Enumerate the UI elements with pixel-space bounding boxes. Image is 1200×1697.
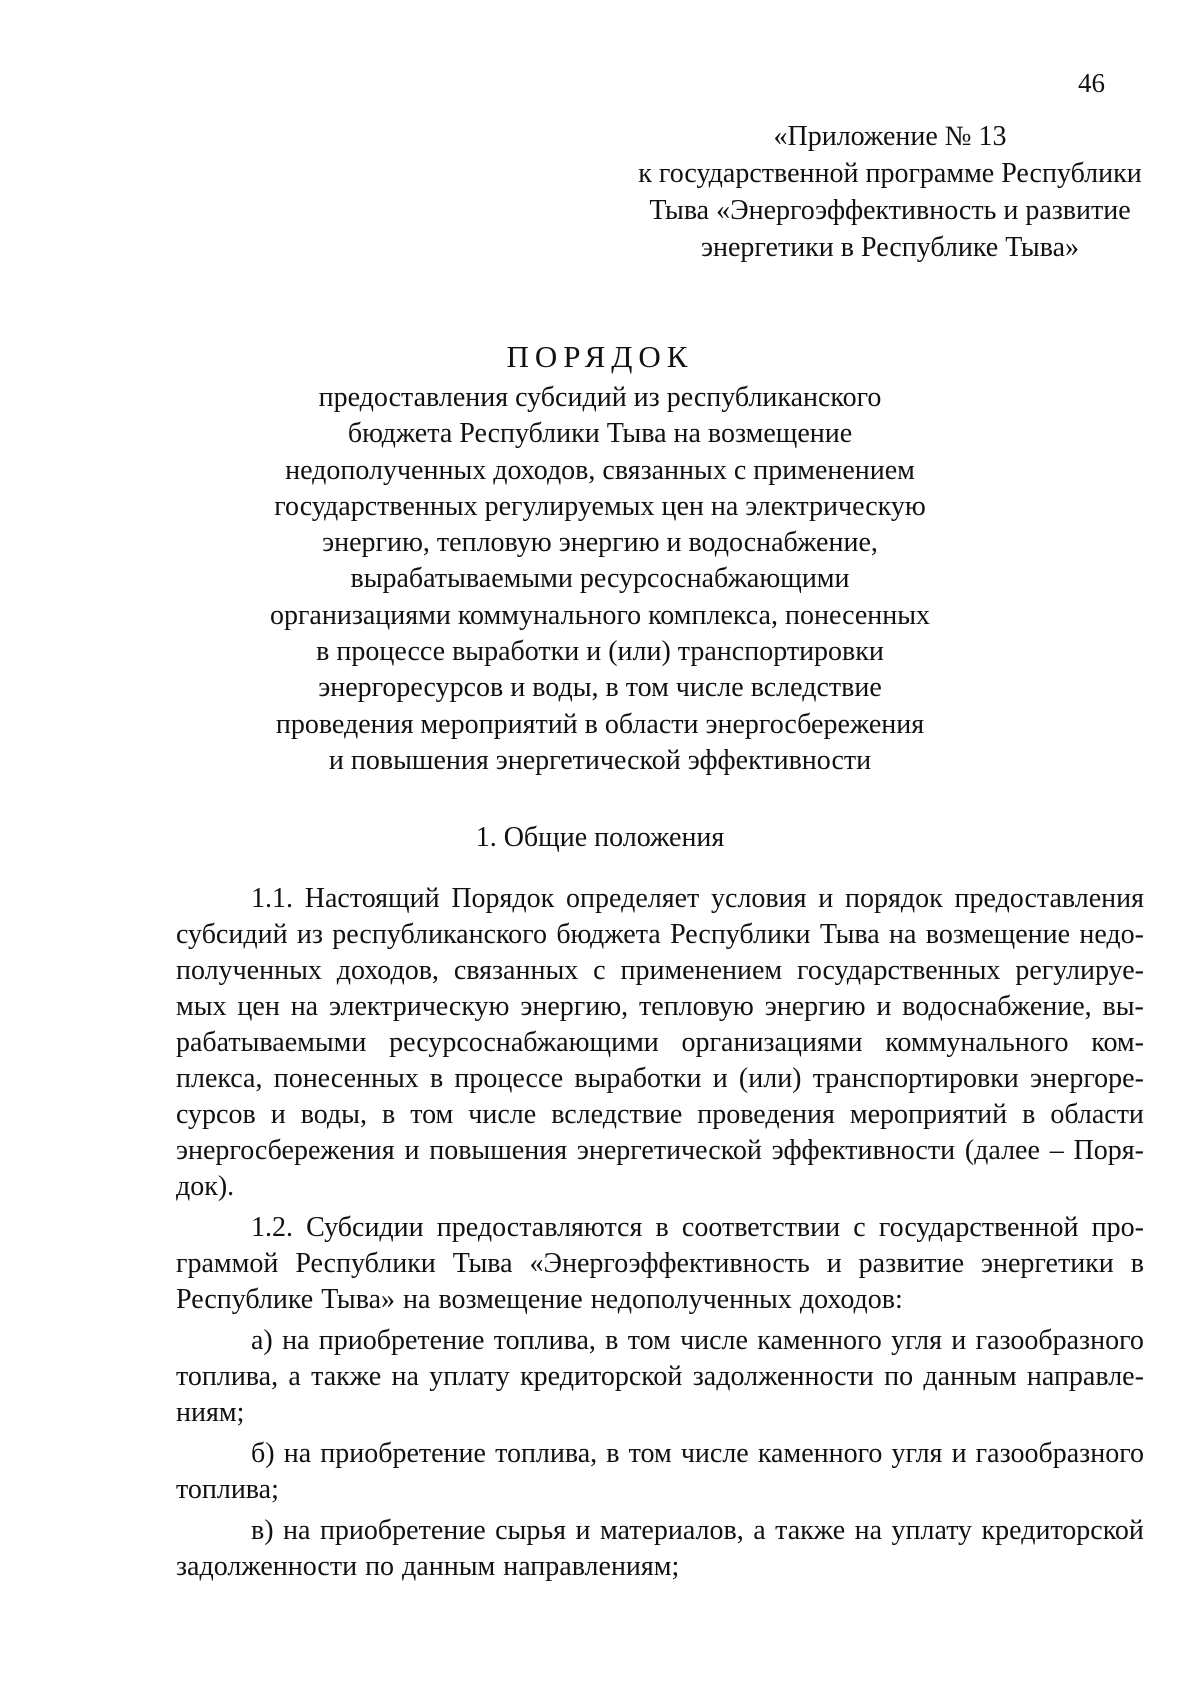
word: связанных bbox=[453, 955, 579, 986]
word: Республики bbox=[295, 1248, 436, 1279]
subtitle-line: бюджета Республики Тыва на возмещение bbox=[347, 418, 853, 450]
paragraph-line bbox=[176, 953, 1144, 989]
word: энергоре- bbox=[1029, 1063, 1144, 1094]
word: соответствии bbox=[681, 1212, 841, 1243]
word: ресурсоснабжающими bbox=[389, 1027, 659, 1058]
body-text bbox=[176, 881, 1144, 1585]
word: задолженности bbox=[692, 1361, 874, 1392]
word: уплату bbox=[429, 1361, 510, 1392]
paragraph-line bbox=[176, 1097, 1144, 1133]
word: Поря- bbox=[1073, 1135, 1144, 1166]
word: топлива, bbox=[493, 1325, 596, 1356]
paragraph-line bbox=[176, 1472, 1144, 1508]
word: повышения bbox=[429, 1135, 568, 1166]
appendix-line: Тыва «Энергоэффективность и развитие bbox=[649, 195, 1131, 226]
word: коммунального bbox=[885, 1027, 1069, 1058]
word: водоснабжение, bbox=[902, 991, 1092, 1022]
word: регулируе- bbox=[1015, 955, 1144, 986]
word: на bbox=[283, 1438, 312, 1469]
appendix-line: «Приложение № 13 bbox=[773, 121, 1007, 152]
word: Тыва» bbox=[321, 1284, 396, 1315]
word: числе bbox=[680, 1438, 749, 1469]
word: на bbox=[854, 1515, 883, 1546]
word: эффективности bbox=[771, 1135, 956, 1166]
paragraph-line bbox=[176, 917, 1144, 953]
word: задолженности bbox=[176, 1551, 358, 1582]
word: также bbox=[775, 1515, 846, 1546]
word: также bbox=[311, 1361, 382, 1392]
word: и bbox=[575, 1515, 591, 1546]
word: б) bbox=[251, 1438, 275, 1469]
word: а) bbox=[251, 1325, 273, 1356]
word: возмещение bbox=[925, 919, 1071, 950]
word: Республике bbox=[176, 1284, 314, 1315]
word: развитие bbox=[858, 1248, 965, 1279]
word: транспортировки bbox=[812, 1063, 1019, 1094]
word: топлива; bbox=[176, 1474, 279, 1505]
word: газообразного bbox=[975, 1438, 1144, 1469]
word: рабатываемыми bbox=[176, 1027, 367, 1058]
word: том bbox=[627, 1325, 671, 1356]
word: порядок bbox=[844, 883, 943, 914]
word: «Энергоэффективность bbox=[529, 1248, 810, 1279]
word: направле- bbox=[1026, 1361, 1144, 1392]
word: государственных bbox=[797, 955, 1001, 986]
word: в bbox=[655, 1212, 669, 1243]
word: вследствие bbox=[551, 1099, 683, 1130]
paragraph-line bbox=[176, 1359, 1144, 1395]
word: по bbox=[884, 1361, 914, 1392]
word: – bbox=[1049, 1135, 1064, 1166]
word: недополученных bbox=[590, 1284, 792, 1315]
word: в bbox=[381, 1099, 396, 1130]
word: субсидий bbox=[176, 919, 288, 950]
word: на bbox=[403, 1284, 431, 1315]
word: и bbox=[826, 1248, 842, 1279]
subtitle-line: энергию, тепловую энергию и водоснабжение, bbox=[322, 527, 878, 559]
word: энергетической bbox=[576, 1135, 762, 1166]
word: в bbox=[605, 1325, 619, 1356]
word: организациями bbox=[681, 1027, 863, 1058]
word: вы- bbox=[1102, 991, 1144, 1022]
paragraph-line bbox=[176, 1133, 1144, 1169]
paragraph-line bbox=[176, 1436, 1144, 1472]
paragraph-line bbox=[176, 1282, 1144, 1318]
word: полученных bbox=[176, 955, 322, 986]
word: доходов, bbox=[336, 955, 439, 986]
word: понесенных bbox=[273, 1063, 419, 1094]
word: и bbox=[818, 883, 834, 914]
document-subtitle bbox=[240, 380, 960, 779]
subtitle-line: предоставления субсидий из республиканского bbox=[318, 382, 882, 413]
subtitle-line: организациями коммунального комплекса, понесенных bbox=[269, 599, 931, 631]
word: выработки bbox=[574, 1063, 702, 1094]
word: в) bbox=[251, 1515, 274, 1546]
word: области bbox=[1050, 1099, 1144, 1130]
word: на bbox=[290, 991, 319, 1022]
word: кредиторской bbox=[981, 1515, 1144, 1546]
word: недо- bbox=[1079, 919, 1144, 950]
word: предоставляются bbox=[436, 1212, 643, 1243]
subtitle-line: энергоресурсов и воды, в том числе вследствие bbox=[318, 672, 882, 704]
word: (или) bbox=[738, 1063, 802, 1094]
word: а bbox=[288, 1361, 301, 1392]
paragraph-line bbox=[176, 1513, 1144, 1549]
word: в bbox=[1022, 1099, 1036, 1130]
subtitle-line: недополученных доходов, связанных с применением bbox=[285, 454, 915, 486]
word: с bbox=[853, 1212, 866, 1243]
word: цен bbox=[237, 991, 280, 1022]
word: 1.1. bbox=[251, 883, 293, 914]
subtitle-line: и повышения энергетической эффективности bbox=[328, 744, 872, 776]
word: на bbox=[391, 1361, 419, 1392]
paragraph-line bbox=[176, 1549, 1144, 1585]
paragraph-line bbox=[176, 881, 1144, 917]
word: бюджета bbox=[556, 919, 661, 950]
word: том bbox=[628, 1438, 672, 1469]
word: материалов, bbox=[599, 1515, 744, 1546]
word: Настоящий bbox=[304, 883, 440, 914]
word: плекса, bbox=[176, 1063, 263, 1094]
word: энергетики bbox=[980, 1248, 1114, 1279]
word: Тыва bbox=[452, 1248, 513, 1279]
word: и bbox=[951, 1438, 967, 1469]
word: числе bbox=[468, 1099, 537, 1130]
paragraph-line bbox=[176, 1246, 1144, 1282]
word: приобретение bbox=[319, 1515, 486, 1546]
appendix-line: энергетики в Республике Тыва» bbox=[700, 232, 1079, 263]
word: 1.2. bbox=[251, 1212, 293, 1243]
word: кредиторской bbox=[520, 1361, 683, 1392]
paragraph-line bbox=[176, 1395, 1144, 1431]
word: применением bbox=[620, 955, 783, 986]
word: энергосбережения bbox=[176, 1135, 395, 1166]
word: на bbox=[889, 919, 917, 950]
word: угля bbox=[891, 1325, 942, 1356]
word: про- bbox=[1091, 1212, 1144, 1243]
word: направлениям; bbox=[503, 1551, 680, 1582]
word: и bbox=[404, 1135, 420, 1166]
word: газообразного bbox=[975, 1325, 1144, 1356]
word: и bbox=[270, 1099, 286, 1130]
word: сурсов bbox=[176, 1099, 256, 1130]
word: сырья bbox=[495, 1515, 567, 1546]
word: определяет bbox=[566, 883, 700, 914]
word: Тыва bbox=[819, 919, 880, 950]
word: топлива, bbox=[176, 1361, 279, 1392]
word: в bbox=[429, 1063, 444, 1094]
paragraph-line bbox=[176, 1210, 1144, 1246]
word: на bbox=[282, 1325, 310, 1356]
subtitle-line: проведения мероприятий в области энергосбережения bbox=[275, 708, 925, 740]
word: Субсидии bbox=[306, 1212, 424, 1243]
word: приобретение bbox=[320, 1438, 486, 1469]
word: приобретение bbox=[318, 1325, 485, 1356]
subtitle-line: государственных регулируемых цен на электрическую bbox=[274, 490, 926, 522]
word: воды, bbox=[300, 1099, 367, 1130]
subtitle-line: в процессе выработки и (или) транспортировки bbox=[316, 636, 884, 668]
word: с bbox=[593, 955, 606, 986]
word: республиканского bbox=[332, 919, 547, 950]
word: условия bbox=[711, 883, 807, 914]
word: каменного bbox=[757, 1325, 882, 1356]
word: электрическую bbox=[328, 991, 510, 1022]
word: а bbox=[753, 1515, 766, 1546]
section-heading: 1. Общие положения bbox=[475, 822, 725, 853]
word: данным bbox=[923, 1361, 1017, 1392]
word: и bbox=[712, 1063, 728, 1094]
word: ниям; bbox=[176, 1397, 245, 1428]
word: Порядок bbox=[451, 883, 555, 914]
word: процессе bbox=[454, 1063, 564, 1094]
word: доходов: bbox=[799, 1284, 903, 1315]
word: Республики bbox=[670, 919, 811, 950]
word: уплату bbox=[891, 1515, 973, 1546]
word: из bbox=[296, 919, 323, 950]
word: государственной bbox=[878, 1212, 1079, 1243]
word: энергию bbox=[764, 991, 866, 1022]
word: каменного bbox=[757, 1438, 883, 1469]
paragraph-line bbox=[176, 1323, 1144, 1359]
word: мероприятий bbox=[849, 1099, 1008, 1130]
word: числе bbox=[680, 1325, 748, 1356]
paragraph-line bbox=[176, 989, 1144, 1025]
word: в bbox=[606, 1438, 620, 1469]
subtitle-line: вырабатываемыми ресурсоснабжающими bbox=[350, 563, 850, 595]
appendix-block bbox=[630, 118, 1150, 266]
word: ком- bbox=[1091, 1027, 1144, 1058]
page-number: 46 bbox=[1078, 68, 1105, 98]
word: том bbox=[410, 1099, 454, 1130]
word: данным bbox=[402, 1551, 496, 1582]
word: док). bbox=[176, 1171, 235, 1202]
appendix-line: к государственной программе Республики bbox=[638, 158, 1142, 189]
word: возмещение bbox=[438, 1284, 583, 1315]
word: в bbox=[1130, 1248, 1144, 1279]
word: тепловую bbox=[639, 991, 754, 1022]
word: топлива, bbox=[495, 1438, 598, 1469]
paragraph-line bbox=[176, 1025, 1144, 1061]
word: (далее bbox=[964, 1135, 1040, 1166]
word: проведения bbox=[697, 1099, 835, 1130]
word: мых bbox=[176, 991, 227, 1022]
word: энергию, bbox=[520, 991, 629, 1022]
document-title: ПОРЯДОК bbox=[506, 339, 694, 374]
word: по bbox=[365, 1551, 395, 1582]
paragraph-line bbox=[176, 1169, 1144, 1205]
word: предоставления bbox=[954, 883, 1144, 914]
word: угля bbox=[891, 1438, 943, 1469]
word: и bbox=[951, 1325, 967, 1356]
word: граммой bbox=[176, 1248, 279, 1279]
paragraph-line bbox=[176, 1061, 1144, 1097]
word: и bbox=[876, 991, 892, 1022]
word: на bbox=[283, 1515, 311, 1546]
